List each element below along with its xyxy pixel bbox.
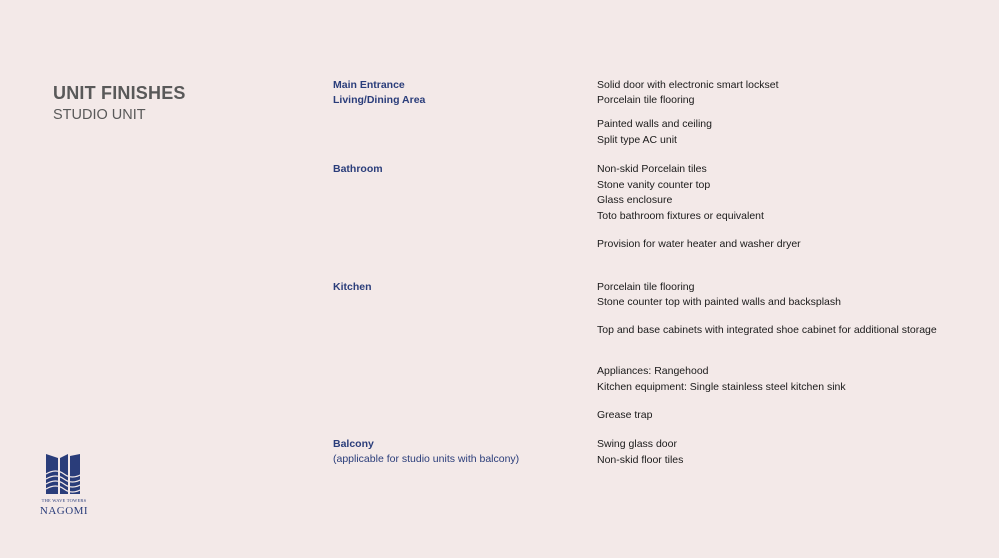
- section-note-balcony: (applicable for studio units with balcony): [333, 453, 520, 465]
- finish-item: Porcelain tile flooring: [597, 94, 695, 106]
- finish-item: Toto bathroom fixtures or equivalent: [597, 210, 764, 222]
- section-label-living-dining: Living/Dining Area: [333, 94, 426, 106]
- logo-tagline: THE WAVE TOWERS: [41, 498, 87, 503]
- finish-item: Stone vanity counter top: [597, 179, 711, 191]
- nagomi-logo: [36, 452, 92, 522]
- section-label-main-entrance: Main Entrance: [333, 79, 405, 91]
- finish-item: Grease trap: [597, 409, 653, 421]
- logo-name: NAGOMI: [39, 505, 89, 517]
- page-subtitle: STUDIO UNIT: [53, 107, 146, 123]
- finish-item: Kitchen equipment: Single stainless steel kitchen sink: [597, 381, 846, 393]
- finish-item: Painted walls and ceiling: [597, 118, 712, 130]
- finish-item: Glass enclosure: [597, 194, 673, 206]
- finish-item: Porcelain tile flooring: [597, 281, 695, 293]
- finish-item: Swing glass door: [597, 438, 677, 450]
- page-title: UNIT FINISHES: [53, 83, 186, 103]
- section-label-kitchen: Kitchen: [333, 281, 372, 293]
- wave-towers-logo-icon: [44, 452, 84, 496]
- finish-item: Split type AC unit: [597, 134, 677, 146]
- finish-item: Provision for water heater and washer dryer: [597, 238, 801, 250]
- finish-item: Appliances: Rangehood: [597, 365, 709, 377]
- section-label-balcony: Balcony: [333, 438, 374, 450]
- finish-item: Top and base cabinets with integrated shoe cabinet for additional storage: [597, 324, 937, 336]
- finish-item: Solid door with electronic smart lockset: [597, 79, 779, 91]
- finish-item: Non-skid Porcelain tiles: [597, 163, 707, 175]
- finish-item: Stone counter top with painted walls and backsplash: [597, 296, 841, 308]
- section-label-bathroom: Bathroom: [333, 163, 383, 175]
- finish-item: Non-skid floor tiles: [597, 454, 684, 466]
